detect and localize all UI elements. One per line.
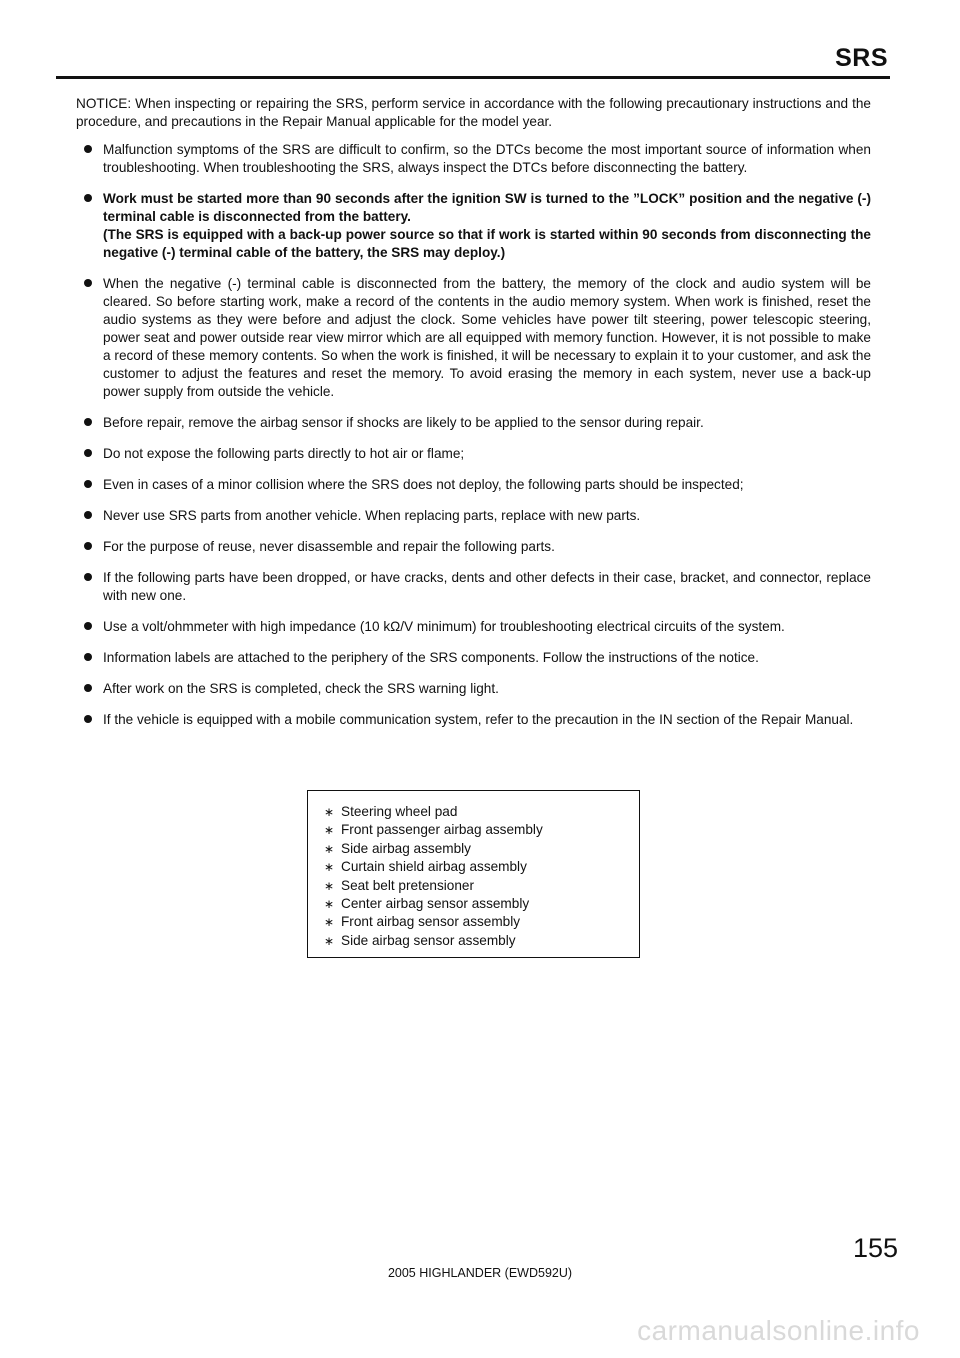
asterisk-icon: ∗ bbox=[324, 878, 335, 893]
list-item bbox=[76, 507, 871, 525]
asterisk-icon: ∗ bbox=[324, 915, 335, 930]
list-item bbox=[76, 190, 871, 262]
list-item bbox=[76, 445, 871, 463]
title-divider bbox=[56, 76, 890, 79]
page-number: 155 bbox=[852, 1233, 898, 1263]
list-item bbox=[76, 538, 871, 556]
list-item-text: For the purpose of reuse, never disassemble and repair the following parts. bbox=[103, 539, 555, 554]
list-item bbox=[324, 877, 639, 895]
page-title: SRS bbox=[835, 44, 888, 72]
bullet-icon bbox=[84, 653, 92, 661]
list-item-text: Before repair, remove the airbag sensor if shocks are likely to be applied to the sensor during repair. bbox=[103, 415, 704, 430]
asterisk-icon: ∗ bbox=[324, 933, 335, 948]
part-name: Curtain shield airbag assembly bbox=[341, 859, 527, 875]
list-item bbox=[76, 711, 871, 729]
precaution-list bbox=[76, 141, 871, 729]
footer-model-code: 2005 HIGHLANDER (EWD592U) bbox=[387, 1266, 573, 1280]
list-item bbox=[76, 649, 871, 667]
asterisk-icon: ∗ bbox=[324, 860, 335, 875]
bullet-icon bbox=[84, 542, 92, 550]
part-name: Center airbag sensor assembly bbox=[341, 896, 530, 912]
list-item bbox=[76, 618, 871, 636]
list-item bbox=[324, 840, 639, 858]
list-item bbox=[324, 932, 639, 950]
bullet-icon bbox=[84, 418, 92, 426]
list-item-text: If the following parts have been dropped, or have cracks, dents and other defects in their case, bracket, and connector, replace with new one. bbox=[103, 570, 871, 603]
list-item bbox=[324, 913, 639, 931]
list-item bbox=[76, 414, 871, 432]
asterisk-icon: ∗ bbox=[324, 897, 335, 912]
bullet-icon bbox=[84, 480, 92, 488]
asterisk-icon: ∗ bbox=[324, 805, 335, 819]
bullet-icon bbox=[84, 622, 92, 630]
list-item-text: Use a volt/ohmmeter with high impedance (10 kΩ/V minimum) for troubleshooting electrical circuits of the system. bbox=[103, 619, 785, 634]
list-item-text: Malfunction symptoms of the SRS are difficult to confirm, so the DTCs become the most important source of information when troubleshooting. When troubleshooting the SRS, always inspect the DTCs before disconnecting the battery. bbox=[103, 142, 871, 175]
part-name: Side airbag sensor assembly bbox=[341, 932, 516, 948]
bullet-icon bbox=[84, 449, 92, 457]
list-item bbox=[324, 821, 639, 839]
bullet-icon bbox=[84, 573, 92, 581]
part-name: Front passenger airbag assembly bbox=[341, 822, 543, 838]
part-name: Front airbag sensor assembly bbox=[341, 914, 521, 930]
bullet-icon bbox=[84, 279, 92, 287]
notice-paragraph: NOTICE: When inspecting or repairing the SRS, perform service in accordance with the following precautionary instructions and the procedure, and precautions in the Repair Manual applicable for the model year. bbox=[76, 96, 871, 129]
asterisk-icon: ∗ bbox=[324, 823, 335, 838]
document-body bbox=[76, 95, 871, 742]
list-item bbox=[324, 895, 639, 913]
list-item-text: Do not expose the following parts directly to hot air or flame; bbox=[103, 446, 465, 461]
srs-parts-list bbox=[324, 803, 639, 950]
bullet-icon bbox=[84, 511, 92, 519]
asterisk-icon: ∗ bbox=[324, 841, 335, 856]
list-item bbox=[76, 476, 871, 494]
list-item-text: (The SRS is equipped with a back-up power source so that if work is started within 90 seconds from disconnecting the negative (-) terminal cable of the battery, the SRS may deploy.) bbox=[103, 227, 871, 260]
list-item-text: Even in cases of a minor collision where the SRS does not deploy, the following parts should be inspected; bbox=[103, 477, 744, 492]
part-name: Seat belt pretensioner bbox=[341, 877, 475, 893]
list-item bbox=[324, 858, 639, 876]
bullet-icon bbox=[84, 194, 92, 202]
srs-parts-box bbox=[307, 790, 640, 958]
list-item bbox=[76, 141, 871, 177]
bullet-icon bbox=[84, 715, 92, 723]
part-name: Side airbag assembly bbox=[341, 840, 471, 856]
list-item-text: When the negative (-) terminal cable is disconnected from the battery, the memory of the clock and audio system will be cleared. So before starting work, make a record of the contents in the audio memory system. When work is finished, reset the audio systems as they were before and adjust the clock. Some vehicles have power tilt steering, power telescopic steering, power seat and power outside rear view mirror which are all equipped with memory function. However, it is not possible to make a record of these memory contents. So when the work is finished, it will be necessary to explain it to your customer, and ask the customer to adjust the features and reset the memory. To avoid erasing the memory in each system, never use a back-up power supply from outside the vehicle. bbox=[103, 276, 871, 399]
watermark: carmanualsonline.info bbox=[637, 1315, 920, 1346]
list-item-text: If the vehicle is equipped with a mobile communication system, refer to the precaution in the IN section of the Repair Manual. bbox=[103, 712, 854, 727]
bullet-icon bbox=[84, 145, 92, 153]
list-item-text: Never use SRS parts from another vehicle. When replacing parts, replace with new parts. bbox=[103, 508, 641, 523]
list-item bbox=[324, 803, 639, 821]
part-name: Steering wheel pad bbox=[341, 804, 458, 819]
list-item bbox=[76, 275, 871, 401]
list-item-text: Work must be started more than 90 seconds after the ignition SW is turned to the ”LOCK” position and the negative (-) terminal cable is disconnected from the battery. bbox=[103, 191, 871, 224]
list-item-text: After work on the SRS is completed, check the SRS warning light. bbox=[103, 681, 499, 696]
list-item bbox=[76, 680, 871, 698]
list-item-text: Information labels are attached to the periphery of the SRS components. Follow the instructions of the notice. bbox=[103, 650, 759, 665]
bullet-icon bbox=[84, 684, 92, 692]
list-item bbox=[76, 569, 871, 605]
